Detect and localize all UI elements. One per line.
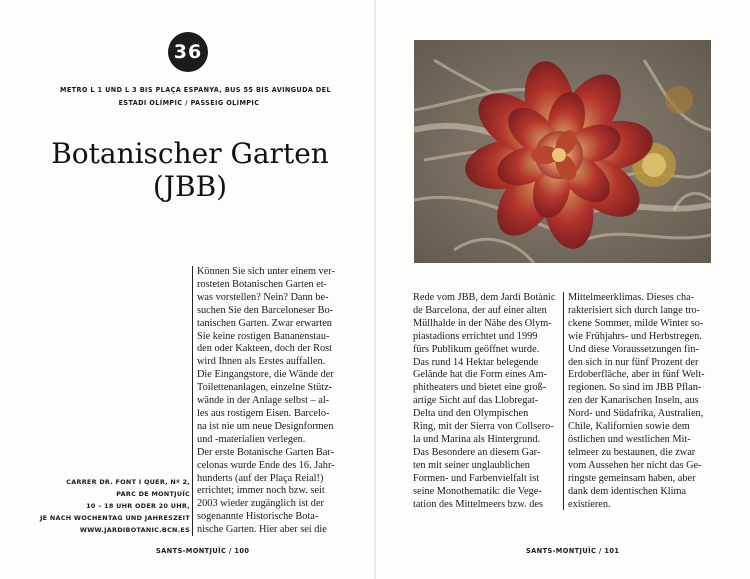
title-line: Botanischer Garten [51,137,329,170]
text-line: zen der Kanarischen Inseln, aus [568,395,699,407]
text-line: rosteten Botanischen Garten et- [197,278,328,290]
text-line: Gelände hat die Form eines Am- [413,369,548,381]
text-line: Müllhalde in der Nähe des Olym- [413,317,552,329]
text-line: rakterisiert sich durch lange tro- [568,304,701,316]
text-line: de Barcelona, der auf einer alten [413,304,547,316]
succulent-photo-drawing [414,40,711,263]
text-line: den oder Kakteen, doch der Rost [197,343,332,355]
text-line: Das Besondere an diesem Gar- [413,446,541,458]
left-page [0,0,374,579]
text-line: regionen. So sind im JBB Pflan- [568,382,702,394]
text-line: den sich in nur fünf Prozent der [568,356,699,368]
text-line: 2003 wieder zugänglich ist der [197,498,324,510]
text-line: dank dem identischen Klima [568,485,687,497]
text-line: östlichen und westlichen Mit- [568,433,691,445]
text-line: suchen Sie den Barceloneser Bo- [197,304,334,316]
text-line: was vorstellen? Nein? Dann be- [197,291,329,303]
transport-line: ESTADI OLÍMPIC / PASSEIG OLÍMPIC [118,98,260,107]
body-column-3 [568,292,713,511]
page-footer-right: SANTS-MONTJUÏC / 101 [526,547,620,555]
text-line: Delta und den Olympischen [413,408,529,420]
text-line: Ring, mit der Sierra von Collsero- [413,421,554,433]
info-line: JE NACH WOCHENTAG UND JAHRESZEIT [40,514,191,522]
text-line: Rede vom JBB, dem Jardí Botànic [413,292,556,303]
text-line: Können Sie sich unter einem ver- [197,266,335,277]
transport-line: METRO L 1 UND L 3 BIS PLAÇA ESPANYA, BUS 55 BIS AVINGUDA DEL [60,85,332,94]
text-line: artige Sicht auf das Llobregat- [413,395,539,407]
body-column-1 [197,266,369,537]
info-line: CARRER DR. FONT I QUER, Nº 2, [66,478,190,486]
text-line: Das rund 14 Hektar belegende [413,356,539,368]
text-line: seine Monothematik: die Vege- [413,485,542,497]
title-line: (JBB) [152,170,228,203]
column-divider [563,292,564,510]
text-line: Der erste Botanische Garten Bar- [197,446,335,458]
text-line: na ist nie um neue Designformen [197,420,334,432]
text-line: hunderts (auf der Plaça Reial!) [197,472,324,484]
text-line: tation des Mittelmeers bzw. des [413,498,544,510]
text-line: sogenannte Historische Bota- [197,511,319,523]
text-line: ten mit seiner unglaublichen [413,459,530,471]
text-line: existieren. [568,498,611,510]
text-line: les aus rostigem Eisen. Barcelo- [197,407,330,419]
page-title [40,137,340,203]
text-line: Sie keine rostigen Bananenstau- [197,330,330,342]
text-line: tanischen Garten. Zwar erwarten [197,317,332,329]
text-line: Erdoberfläche, aber in fünf Welt- [568,369,705,381]
text-line: Und diese Voraussetzungen fin- [568,343,699,355]
text-line: ringste gemeinsam haben, aber [568,472,696,484]
website-link[interactable]: WWW.JARDIBOTANIC.BCN.ES [79,526,190,534]
succulent-rosette-photo [414,40,711,263]
text-line: nische Garten. Hier aber sei die [197,524,327,536]
text-line: Formen- und Farbenvielfalt ist [413,472,540,484]
text-line: Nord- und Südafrika, Australien, [568,408,704,420]
transport-info [60,83,332,109]
info-line: PARC DE MONTJUÏC [116,490,190,498]
text-line: piastadions errichtet und 1999 [413,330,538,342]
text-line: fürs Publikum geöffnet wurde. [413,343,540,355]
text-line: Mittelmeerklimas. Dieses cha- [568,292,695,303]
body-column-2 [413,292,561,511]
text-line: la und Marina als Hintergrund. [413,433,541,445]
text-line: Chile, Kalifornien sowie dem [568,421,690,433]
address-hours-info [40,476,190,536]
text-line: telmeer zu bestaunen, die zwar [568,446,696,458]
text-line: errichtet; immer noch bzw. seit [197,485,325,497]
sight-number-badge: 36 [168,32,208,72]
text-line: wände in der Anlage selbst – al- [197,395,330,407]
text-line: ckene Sommer, milde Winter so- [568,317,704,329]
text-line: und -materialien verlegen. [197,433,306,445]
text-line: wird Ihnen als Erstes auffallen. [197,356,326,368]
column-divider [192,266,193,536]
page-footer-left: SANTS-MONTJUÏC / 100 [156,547,250,555]
text-line: Die Eingangstore, die Wände der [197,369,334,381]
text-line: vom Aussehen her nicht das Ge- [568,459,702,471]
info-line: 10 – 18 UHR ODER 20 UHR, [86,502,190,510]
text-line: celonas wurde Ende des 16. Jahr- [197,459,335,471]
text-line: wie Frühjahrs- und Herbstregen. [568,330,702,342]
text-line: Toilettenanlagen, einzelne Stütz- [197,382,333,394]
text-line: phitheaters und bietet eine groß- [413,382,547,394]
